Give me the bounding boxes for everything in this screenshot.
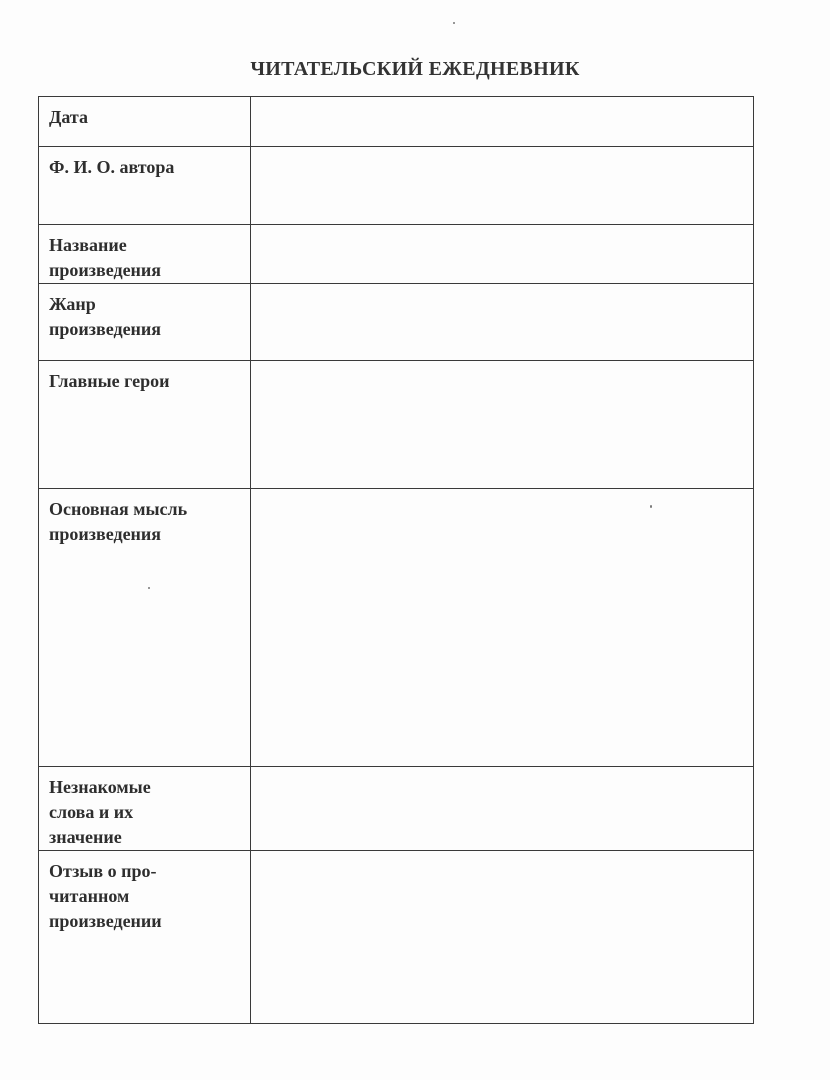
row-value-review[interactable] [251, 851, 754, 1024]
row-label-main-characters: Главные герои [39, 361, 251, 489]
table-row-main-idea [39, 489, 754, 767]
row-value-genre[interactable] [251, 284, 754, 361]
table-row-review [39, 851, 754, 1024]
row-value-work-title[interactable] [251, 225, 754, 284]
row-label-unfamiliar-words: Незнакомые слова и их значение [39, 767, 251, 851]
row-value-main-idea[interactable] [251, 489, 754, 767]
row-label-work-title: Название произведения [39, 225, 251, 284]
table-row-unfamiliar-words [39, 767, 754, 851]
table-row-work-title [39, 225, 754, 284]
row-label-author: Ф. И. О. автора [39, 147, 251, 225]
row-label-date: Дата [39, 97, 251, 147]
reading-diary-table [38, 96, 754, 1024]
row-value-date[interactable] [251, 97, 754, 147]
document-title: ЧИТАТЕЛЬСКИЙ ЕЖЕДНЕВНИК [250, 58, 580, 80]
row-label-review: Отзыв о про- читанном произведении [39, 851, 251, 1024]
table-row-main-characters [39, 361, 754, 489]
table-row-date [39, 97, 754, 147]
scan-speck [650, 505, 652, 508]
row-label-genre: Жанр произведения [39, 284, 251, 361]
table-row-genre [39, 284, 754, 361]
row-label-main-idea: Основная мысль произведения [39, 489, 251, 767]
row-value-unfamiliar-words[interactable] [251, 767, 754, 851]
scan-speck [148, 587, 150, 589]
table-row-author [39, 147, 754, 225]
row-value-author[interactable] [251, 147, 754, 225]
row-value-main-characters[interactable] [251, 361, 754, 489]
scan-speck [453, 22, 455, 24]
